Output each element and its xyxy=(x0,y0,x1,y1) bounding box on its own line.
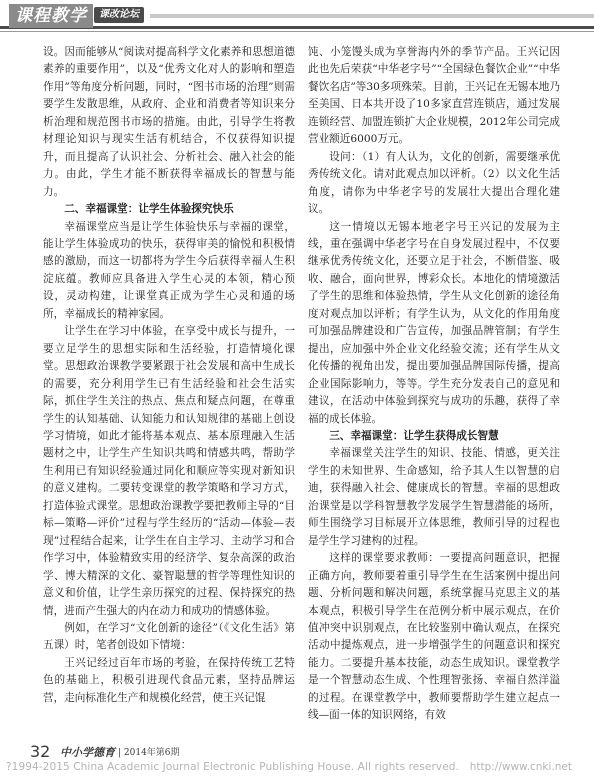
page-footer xyxy=(0,738,594,777)
left-column xyxy=(43,44,295,707)
paragraph: 幸福课堂关注学生的知识、技能、情感，更关注学生的未知世界、生命感知，给予其人生以智慧的启迪，获得融入社会、健康成长的智慧。幸福的思想政治课堂是以学科智慧教学发展学生智慧潜能的场所，师生围绕学习目标展开立体思维，教师引导的过程也是学生学习建构的过程。 xyxy=(308,447,560,547)
page-number: 32 xyxy=(30,742,51,761)
journal-section-title: 课程教学 xyxy=(9,4,93,28)
copyright-notice: ?1994-2015 China Academic Journal Electronic Publishing House. All rights reserved. xyxy=(6,761,459,773)
magazine-name: 中小学德育 xyxy=(60,746,115,759)
paragraph: 幸福课堂应当是让学生体验快乐与幸福的课堂，能让学生体验成功的快乐，获得审美的愉悦和积极情感的激励，而这一切都将为学生今后获得幸福人生积淀底蕴。教师应具备进入学生心灵的本领，精心预设，灵动构建，让课堂真正成为学生心灵和通的场所，幸福成长的精神家园。 xyxy=(43,220,295,320)
section-heading: 二、幸福课堂：让学生体验探究快乐 xyxy=(64,203,234,216)
journal-header xyxy=(0,0,594,40)
paragraph: 饨、小笼馒头成为享誉海内外的季节产品。王兴记因此也先后荣获“中华老字号”“全国绿色餐饮企业”“中华餐饮名店”等30多项殊荣。目前，王兴记在无锡本地乃至美国、日本共开设了10多家直营连锁店，通过发展连锁经营、加盟连锁扩大企业规模，2012年公司完成营业额近6000万元。 xyxy=(308,46,560,146)
source-url: http://www.cnki.net xyxy=(469,761,572,773)
paragraph: 设问：（1）有人认为，文化的创新，需要继承优秀传统文化。请对此观点加以评析。（2）以文化生活角度，请你为中华老字号的发展壮大提出合理化建议。 xyxy=(308,150,560,216)
section-tag: 课改论坛 xyxy=(94,7,144,23)
paragraph: 这样的课堂要求教师：一要提高问题意识，把握正确方向，教师要着重引导学生在生活案例中提出问题、分析问题和解决问题，系统掌握马克思主义的基本观点，积极引导学生在范例分析中展示观点，在价值冲突中识别观点，在比较鉴别中确认观点，在探究活动中提炼观点，进一步增强学生的问题意识和探究能力。二要提升基本技能，动态生成知识。课堂教学是一个智慧动态生成、个性理智张扬、幸福自然洋溢的过程。在课堂教学中，教师要帮助学生建立起点一线—面一体的知识网络，有效 xyxy=(308,552,560,722)
paragraph: 让学生在学习中体验，在享受中成长与提升，一要立足学生的思想实际和生活经验，打造情境化课堂。思想政治课教学要紧跟于社会发展和高中生成长的需要，充分利用学生已有生活经验和社会生活实际，抓住学生关注的热点、焦点和疑点问题，在尊重学生的认知基础、认知能力和认知规律的基础上创设学习情境，如此才能将基本观点、基本原理融入生活题材之中，让学生产生知识共鸣和情感共鸣，帮助学生利用已有知识经验通过同化和顺应等实现对新知识的意义建构。二要转变课堂的教学策略和学习方式，打造体验式课堂。思想政治课教学要把教师主导的“目标—策略—评价”过程与学生经历的“活动—体验—表现”过程结合起来，让学生在自主学习、主动学习和合作学习中，体验精致实用的经济学、复杂高深的政治学、博大精深的文化、豪智聪慧的哲学等理性知识的意义和价值，让学生亲历探究的过程、保持探究的热情，进而产生强大的内在动力和成功的情感体验。 xyxy=(43,325,295,617)
header-rule-thin xyxy=(0,31,594,32)
paragraph: 王兴记经过百年市场的考验，在保持传统工艺特色的基础上，积极引进现代食品元素，坚持品牌运营，走向标准化生产和规模化经营，使王兴记馄 xyxy=(43,656,295,704)
issue-label: | 2014年第6期 xyxy=(118,748,180,758)
paragraph: 这一情境以无锡本地老字号王兴记的发展为主线，重在强调中华老字号在自身发展过程中，不仅要继承优秀传统文化，还要立足于社会，不断借鉴、吸收、融合，面向世界，博彩众长。本地化的情境激活了学生的思维和体验热情，学生从文化创新的途径角度对观点加以评析；有学生认为，从文化的作用角度可加强品牌建设和广告宣传，加强品牌管制；有学生提出，应加强中外企业文化经验交流；还有学生从文化传播的视角出发，提出要加强品牌国际传播，提高企业国际影响力，等等。学生充分发表自己的意见和建议，在活动中体验到探究与成功的乐趣，获得了幸福的成长体验。 xyxy=(308,220,560,425)
right-column xyxy=(308,44,560,725)
header-rule-light xyxy=(150,14,594,18)
paragraph: 例如，在学习“文化创新的途径”（《文化生活》第五课）时，笔者创设如下情境： xyxy=(43,621,295,652)
paragraph: 设。因而能够从“阅读对提高科学文化素养和思想道德素养的重要作用”，以及“优秀文化对人的影响和塑造作用”等角度分析问题，同时，“图书市场的治理”则需要学生发散思维，从政府、企业和消费者等知识来分析治理和规范图书市场的措施。由此，引导学生将教材理论知识与现实生活有机结合，不仅获得知识提升，而且提高了认识社会、分析社会、融入社会的能力。由此，学生才能不断获得幸福成长的智慧与能力。 xyxy=(43,46,295,198)
section-heading: 三、幸福课堂：让学生获得成长智慧 xyxy=(329,429,499,442)
